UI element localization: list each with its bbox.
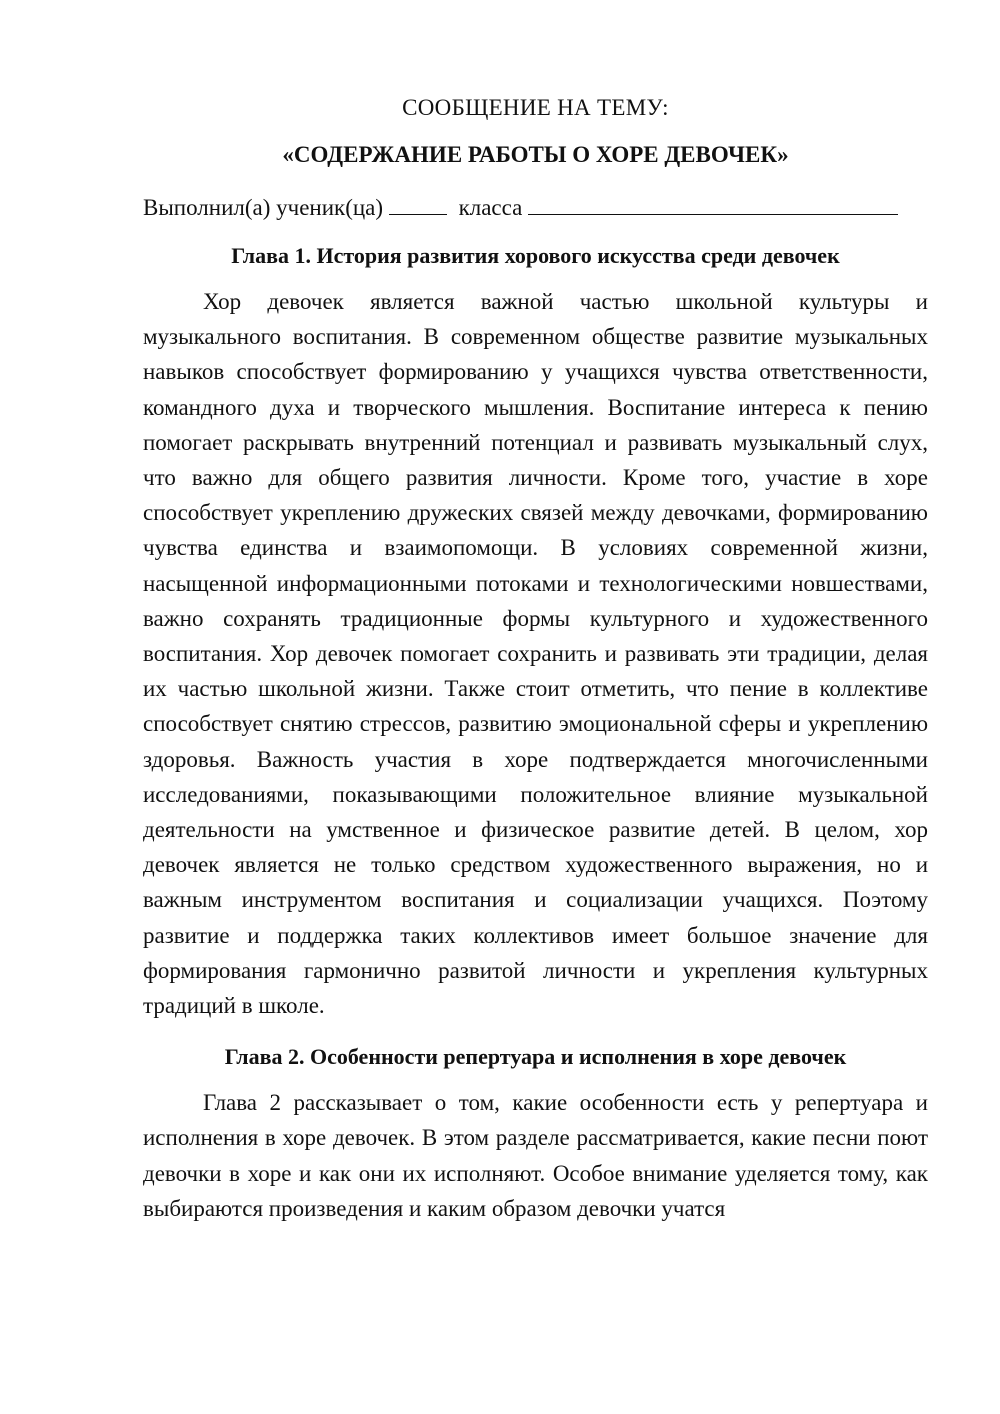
grade-blank [389, 192, 447, 215]
chapter-1-text: Хор девочек является важной частью школьной культуры и музыкального воспитания. В современном обществе развитие музыкальных навыков способствует формированию у учащихся чувства ответственности, командного духа и творческого мышления. Воспитание интереса к пению помогает раскрывать внутренний потенциал и развивать музыкальный слух, что важно для общего развития личности. Кроме того, участие в хоре способствует укреплению дружеских связей между девочками, формированию чувства единства и взаимопомощи. В условиях современной жизни, насыщенной информационными потоками и технологическими новшествами, важно сохранять традиционные формы культурного и художественного воспитания. Хор девочек помогает сохранить и развивать эти традиции, делая их частью школьной жизни. Также стоит отметить, что пение в коллективе способствует снятию стрессов, развитию эмоциональной сферы и укреплению здоровья. Важность участия в хоре подтверждается многочисленными исследованиями, показывающими положительное влияние музыкальной деятельности на умственное и физическое развитие детей. В целом, хор девочек является не только средством художественного выражения, но и важным инструментом воспитания и социализации учащихся. Поэтому развитие и поддержка таких коллективов имеет большое значение для формирования гармонично развитой личности и укрепления культурных традиций в школе. [143, 289, 928, 1019]
name-blank [528, 192, 898, 215]
document-page [143, 93, 928, 1226]
chapter-2-text: Глава 2 рассказывает о том, какие особенности есть у репертуара и исполнения в хоре девочек. В этом разделе рассматривается, какие песни поют девочки в хоре и как они их исполняют. Особое внимание уделяется тому, как выбираются произведения и каким образом девочки учатся [143, 1090, 928, 1221]
author-class-label: класса [458, 195, 523, 220]
author-prefix: Выполнил(а) ученик(ца) [143, 195, 384, 220]
document-title-line-1: СООБЩЕНИЕ НА ТЕМУ: [402, 95, 669, 120]
chapter-1-heading: Глава 1. История развития хорового искусства среди девочек [231, 243, 840, 268]
document-title-line-2: «СОДЕРЖАНИЕ РАБОТЫ О ХОРЕ ДЕВОЧЕК» [282, 142, 789, 167]
author-line [143, 192, 928, 223]
chapter-2-heading: Глава 2. Особенности репертуара и исполнения в хоре девочек [224, 1044, 847, 1070]
